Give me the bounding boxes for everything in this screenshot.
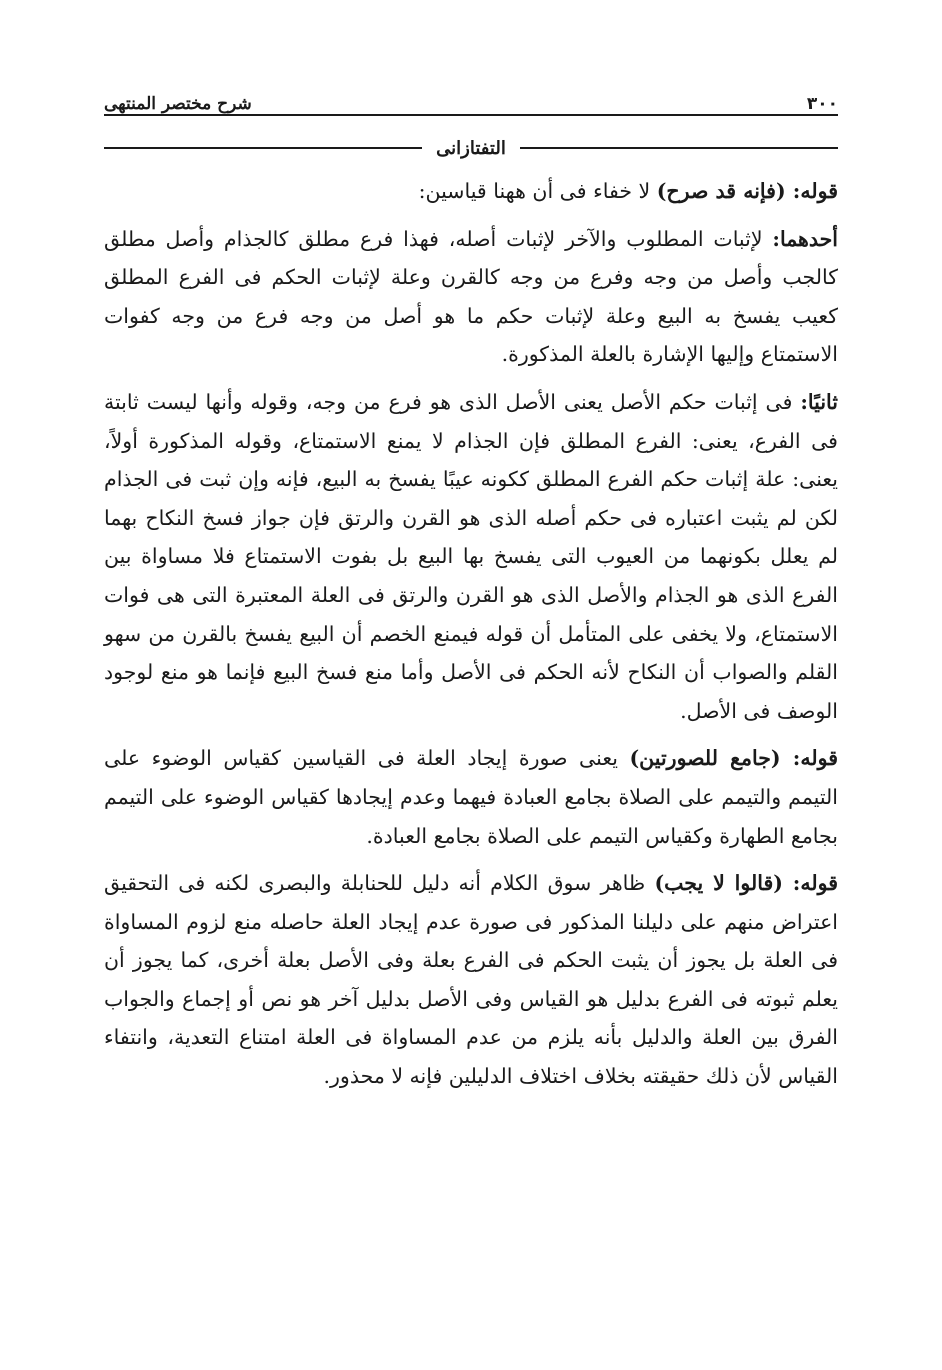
heading-rule-left	[104, 147, 422, 149]
section-title: التفتازانى	[436, 137, 506, 159]
paragraph-text: لإثبات المطلوب والآخر لإثبات أصله، فهذا فرع مطلق كالجذام وأصل مطلق كالجب وأصل من وجه وفرع من وجه كالقرن وعلة لإثبات الحكم فى الفرع المطلق كعيب يفسخ به البيع وعلة لإثبات حكم ما هو أصل من وجه فرع من وجه كفوات الاستمتاع وإليها الإشارة بالعلة المذكورة.	[104, 226, 838, 367]
running-header	[104, 84, 838, 114]
paragraph	[104, 864, 838, 1096]
heading-rule-right	[520, 147, 838, 149]
paragraph-text: يعنى صورة إيجاد العلة فى القياسين كقياس الوضوء على التيمم والتيمم على الصلاة بجامع العبادة فيهما وعدم إيجادها كقياس الوضوء على التيمم بجامع الطهارة وكقياس التيمم على الصلاة بجامع العبادة.	[104, 746, 838, 848]
paragraph	[104, 383, 838, 730]
paragraph-text: ظاهر سوق الكلام أنه دليل للحنابلة والبصرى لكنه فى التحقيق اعتراض منهم على دليلنا المذكور فى صورة عدم إيجاد العلة حاصله منع لزوم المساواة فى العلة بل يجوز أن يثبت الحكم فى الفرع بعلة وفى الأصل بعلة أخرى، كما يجوز أن يعلم ثبوته فى الفرع بدليل هو القياس وفى الأصل بدليل آخر هو نص أو إجماع والجواب الفرق بين العلة والدليل بأنه يلزم من عدم المساواة فى العلة امتناع التعدية، وانتفاء القياس لأن ذلك حقيقته بخلاف اختلاف الدليلين فإنه لا محذور.	[104, 871, 838, 1089]
paragraph-text: لا خفاء فى أن ههنا قياسين:	[418, 179, 657, 203]
paragraph	[104, 172, 838, 211]
paragraph	[104, 220, 838, 374]
paragraph-lead: قوله: (قالوا لا يجب)	[654, 871, 838, 896]
book-title: شرح مختصر المنتهى	[104, 94, 252, 114]
paragraph-lead: ثانيًا:	[800, 389, 838, 414]
section-heading	[104, 135, 838, 161]
paragraph-text: فى إثبات حكم الأصل يعنى الأصل الذى هو فرع من وجه، وقوله وأنها ليست ثابتة فى الفرع، يعنى: الفرع المطلق فإن الجذام لا يمنع الاستمتاع، وقوله المذكورة أولاً، يعنى: علة إثبات حكم الفرع المطلق ككونه عيبًا يفسخ به البيع، فإنه وإن ثبت فى الجذام لكن لم يثبت اعتباره فى حكم أصله الذى هو القرن والرتق فإن جواز فسخ النكاح بهما لم يعلل بكونهما من العيوب التى يفسخ بها البيع بل بفوت الاستمتاع فلا مساواة بين الفرع الذى هو الجذام والأصل الذى هو القرن والرتق فى العلة المعتبرة التى هى فوات الاستمتاع، ولا يخفى على المتأمل أن قوله فيمنع الخصم أن البيع يفسخ بالقرن من سهو القلم والصواب أن النكاح لأنه الحكم فى الأصل وأما منع فسخ البيع فإنما هو منع لوجود الوصف فى الأصل.	[104, 389, 838, 723]
paragraph-lead: قوله: (فإنه قد صرح)	[656, 179, 838, 203]
paragraph-lead: قوله: (جامع للصورتين)	[629, 746, 838, 771]
paragraph-lead: أحدهما:	[772, 226, 838, 251]
paragraph	[104, 739, 838, 855]
header-rule	[104, 114, 838, 116]
page-number: ٣٠٠	[806, 94, 838, 114]
commentary-body	[104, 172, 838, 1105]
